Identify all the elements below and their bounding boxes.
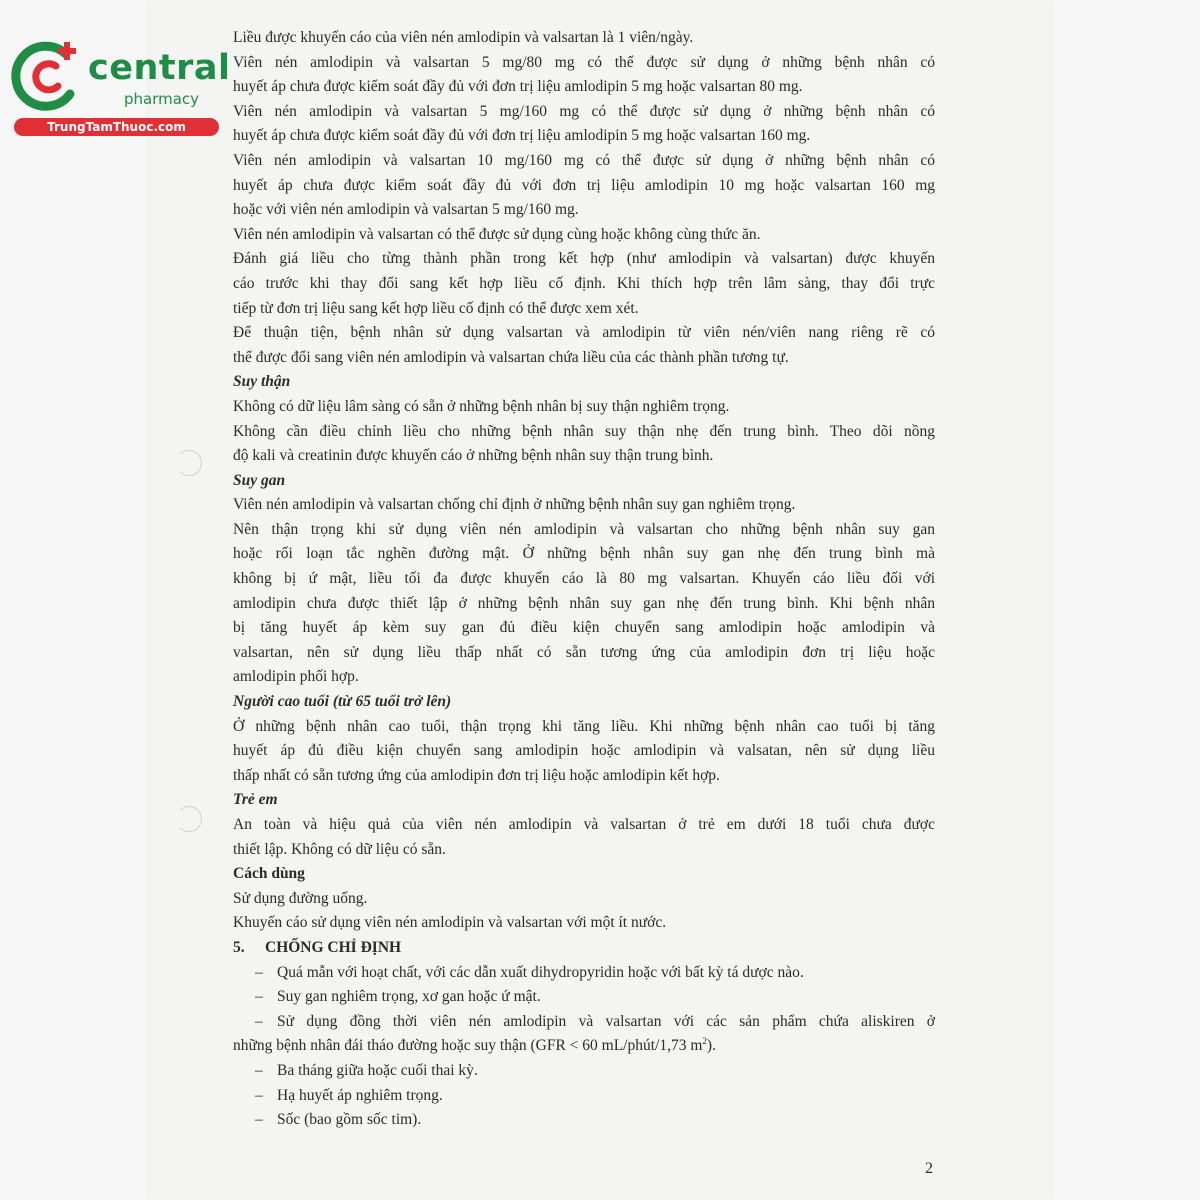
logo-subtitle: pharmacy xyxy=(124,90,200,108)
section-subheading: Người cao tuổi (từ 65 tuổi trở lên) xyxy=(233,693,452,711)
dash-marker: – xyxy=(255,1012,263,1030)
bullet-text: Sốc (bao gồm sốc tim). xyxy=(277,1111,422,1129)
text-line: hoặc với viên nén amlodipin và valsartan 5 mg/160 mg. xyxy=(233,201,579,219)
text-line: Viên nén amlodipin và valsartan có thể được sử dụng cùng hoặc không cùng thức ăn. xyxy=(233,225,761,243)
section-subheading: Trẻ em xyxy=(233,791,278,809)
bullet-text: Sử dụng đồng thời viên nén amlodipin và valsartan với các sản phẩm chứa aliskiren ở xyxy=(277,1012,935,1030)
bullet-text: ). xyxy=(706,1037,716,1055)
pharmacy-logo xyxy=(10,36,231,146)
text-line: huyết áp đủ điều kiện chuyển sang amlodipin hoặc amlodipin và valsatan, nên sử dụng liều xyxy=(233,742,935,760)
bullet-item xyxy=(233,1084,935,1109)
text-line: thể được đổi sang viên nén amlodipin và valsartan chứa liều của các thành phần tương tự. xyxy=(233,348,789,366)
bullet-continuation xyxy=(233,1034,935,1059)
text-line: huyết áp chưa được kiểm soát đầy đủ với đơn trị liệu amlodipin 5 mg hoặc valsartan 160 mg. xyxy=(233,127,811,145)
text-line: Ở những bệnh nhân cao tuổi, thận trọng khi tăng liều. Khi những bệnh nhân cao tuổi bị tăng xyxy=(233,717,935,735)
text-line: amlodipin phối hợp. xyxy=(233,668,359,686)
bullet-item xyxy=(233,985,935,1010)
logo-name: central xyxy=(88,48,231,88)
bullet-text: Quá mẫn với hoạt chất, với các dẫn xuất dihydropyridin hoặc với bất kỳ tá dược nào. xyxy=(277,963,804,981)
text-line: độ kali và creatinin được khuyến cáo ở những bệnh nhân suy thận trung bình. xyxy=(233,447,714,465)
text-line: valsartan, nên sử dụng liều thấp nhất có sẵn tương ứng của amlodipin đơn trị liệu hoặc xyxy=(233,643,935,661)
bullet-text: những bệnh nhân đái tháo đường hoặc suy thận (GFR < 60 mL/phút/1,73 m xyxy=(233,1037,703,1055)
text-line: huyết áp chưa được kiểm soát đầy đủ với đơn trị liệu amlodipin 5 mg hoặc valsartan 80 mg. xyxy=(233,78,803,96)
dash-marker: – xyxy=(255,988,263,1006)
bullet-text: Hạ huyết áp nghiêm trọng. xyxy=(277,1086,443,1104)
section-number: 5. xyxy=(233,938,245,956)
punch-hole-mark xyxy=(176,450,202,476)
dash-marker: – xyxy=(255,1086,263,1104)
page-number: 2 xyxy=(925,1160,933,1177)
text-line: hoặc rối loạn tắc nghẽn đường mật. Ở những bệnh nhân suy gan nhẹ đến trung bình mà xyxy=(233,545,935,563)
text-line: Sử dụng đường uống. xyxy=(233,889,368,907)
bullet-text: Ba tháng giữa hoặc cuối thai kỳ. xyxy=(277,1061,478,1079)
text-line: Viên nén amlodipin và valsartan 10 mg/160 mg có thể được sử dụng ở những bệnh nhân có xyxy=(233,151,935,169)
bullet-item xyxy=(233,1010,935,1035)
text-line: cáo trước khi thay đổi sang kết hợp liều cố định. Khi thích hợp trên lâm sàng, thay đổi trực xyxy=(233,274,935,292)
text-line: Đánh giá liều cho từng thành phần trong kết hợp (như amlodipin và valsartan) được khuyến xyxy=(233,250,935,268)
text-line: Viên nén amlodipin và valsartan chống chỉ định ở những bệnh nhân suy gan nghiêm trọng. xyxy=(233,496,796,514)
text-line: An toàn và hiệu quả của viên nén amlodipin và valsartan ở trẻ em dưới 18 tuổi chưa được xyxy=(233,816,935,833)
section-title: CHỐNG CHỈ ĐỊNH xyxy=(265,938,402,956)
dash-marker: – xyxy=(255,1111,263,1129)
bullet-item xyxy=(233,1059,935,1084)
section-subheading: Suy thận xyxy=(233,373,291,391)
text-line: bị tăng huyết áp kèm suy gan đủ điều kiện chuyển sang amlodipin hoặc amlodipin và xyxy=(233,619,935,637)
text-line: thấp nhất có sẵn tương ứng của amlodipin đơn trị liệu hoặc amlodipin kết hợp. xyxy=(233,766,720,784)
dash-marker: – xyxy=(255,963,263,981)
bullet-item xyxy=(233,961,935,986)
text-line: Để thuận tiện, bệnh nhân sử dụng valsartan và amlodipin từ viên nén/viên nang riêng rẽ có xyxy=(233,324,935,342)
section-subheading: Cách dùng xyxy=(233,865,305,883)
text-line: Viên nén amlodipin và valsartan 5 mg/160 mg có thể được sử dụng ở những bệnh nhân có xyxy=(233,102,935,120)
text-line: amlodipin chưa được thiết lập ở những bệnh nhân suy gan nhẹ đến trung bình. Khi bệnh nhân xyxy=(233,594,935,612)
text-line: Viên nén amlodipin và valsartan 5 mg/80 mg có thể được sử dụng ở những bệnh nhân có xyxy=(233,53,935,71)
text-line: Không có dữ liệu lâm sàng có sẵn ở những bệnh nhân bị suy thận nghiêm trọng. xyxy=(233,397,730,415)
central-logo-icon xyxy=(10,36,90,116)
superscript: 2 xyxy=(702,1036,707,1047)
punch-hole-mark xyxy=(176,806,202,832)
dash-marker: – xyxy=(255,1061,263,1079)
bullet-text: Suy gan nghiêm trọng, xơ gan hoặc ứ mật. xyxy=(277,988,541,1006)
section-heading xyxy=(233,936,935,961)
logo-site-banner: TrungTamThuoc.com xyxy=(14,118,219,136)
text-line: Liều được khuyến cáo của viên nén amlodipin và valsartan là 1 viên/ngày. xyxy=(233,29,694,46)
bullet-item xyxy=(233,1108,935,1133)
text-line: Khuyến cáo sử dụng viên nén amlodipin và valsartan với một ít nước. xyxy=(233,914,667,932)
text-line: Nên thận trọng khi sử dụng viên nén amlodipin và valsartan cho những bệnh nhân suy gan xyxy=(233,520,935,538)
text-line: thiết lập. Không có dữ liệu có sẵn. xyxy=(233,840,446,858)
text-line: Không cần điều chỉnh liều cho những bệnh nhân suy thận nhẹ đến trung bình. Theo dõi nồng xyxy=(233,422,935,440)
text-line: huyết áp chưa được kiểm soát đầy đủ với đơn trị liệu amlodipin 10 mg hoặc valsartan 160 mg xyxy=(233,176,935,194)
text-line: tiếp từ đơn trị liệu sang kết hợp liều cố định có thể được xem xét. xyxy=(233,299,639,317)
section-subheading: Suy gan xyxy=(233,471,286,489)
text-line: không bị ứ mật, liều tối đa được khuyến cáo là 80 mg valsartan. Khuyến cáo liều đối với xyxy=(233,570,935,588)
document-body xyxy=(233,26,935,1133)
